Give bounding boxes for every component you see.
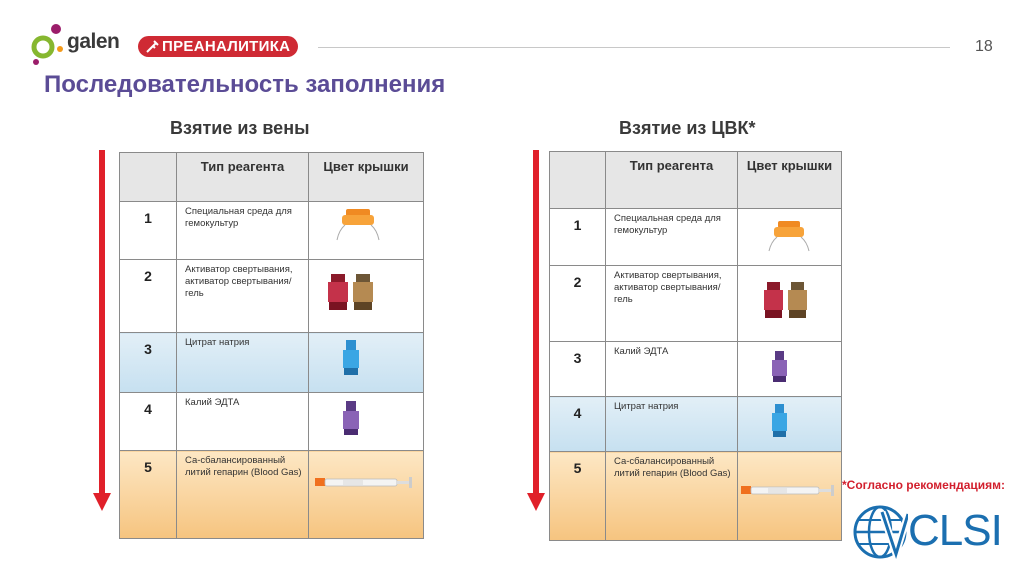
syringe-icon [144, 39, 160, 55]
citrate-cap-icon [309, 333, 424, 387]
cap-header: Цвет крышки [309, 153, 424, 202]
clot-activator-caps-icon [738, 266, 842, 336]
citrate-cap-icon [738, 397, 842, 446]
order-arrow-left [93, 150, 111, 512]
cap-cell [738, 266, 842, 342]
preanalytics-badge-text: ПРЕАНАЛИТИКА [162, 38, 291, 55]
reagent-cell: Калий ЭДТА [177, 393, 309, 451]
cap-header: Цвет крышки [738, 152, 842, 209]
cap-cell [309, 260, 424, 333]
reagent-cell: Цитрат натрия [177, 333, 309, 393]
page-number: 18 [975, 38, 993, 55]
clsi-logo-text: CLSI [908, 506, 1002, 555]
row-number: 3 [120, 333, 177, 393]
galen-logo-text: galen [67, 30, 120, 53]
preanalytics-badge [138, 36, 298, 57]
reagent-cell: Активатор свертывания, активатор свертывания/гель [177, 260, 309, 333]
reagent-cell: Са-сбалансированный литий гепарин (Blood Gas) [177, 451, 309, 539]
blood-gas-syringe-icon [738, 452, 842, 535]
cap-cell [309, 451, 424, 539]
row-number: 4 [550, 397, 606, 452]
order-arrow-right [527, 150, 545, 512]
globe-icon [852, 504, 908, 560]
edta-cap-icon [309, 393, 424, 445]
culture-bottle-cap-icon [309, 202, 424, 254]
row-number: 1 [120, 202, 177, 260]
cvc-heading: Взятие из ЦВК* [619, 118, 756, 138]
row-number: 3 [550, 342, 606, 397]
cvc-order-table [549, 151, 842, 541]
vein-order-table [119, 152, 424, 539]
row-number: 1 [550, 209, 606, 266]
cap-cell [738, 342, 842, 397]
cap-cell [738, 452, 842, 541]
culture-bottle-cap-icon [738, 209, 842, 260]
cap-cell [738, 209, 842, 266]
header-divider [318, 47, 950, 48]
cap-cell [738, 397, 842, 452]
clot-activator-caps-icon [309, 260, 424, 327]
reagent-cell: Активатор свертывания, активатор свертывания/гель [606, 266, 738, 342]
reagent-header: Тип реагента [177, 153, 309, 202]
vein-heading: Взятие из вены [170, 118, 310, 138]
table-corner-cell [550, 152, 606, 209]
edta-cap-icon [738, 342, 842, 391]
reagent-cell: Са-сбалансированный литий гепарин (Blood Gas) [606, 452, 738, 541]
row-number: 2 [550, 266, 606, 342]
row-number: 2 [120, 260, 177, 333]
row-number: 5 [120, 451, 177, 539]
page-title: Последовательность заполнения [44, 71, 446, 98]
cap-cell [309, 202, 424, 260]
blood-gas-syringe-icon [309, 451, 424, 533]
reagent-cell: Специальная среда для гемокультур [606, 209, 738, 266]
reagent-cell: Цитрат натрия [606, 397, 738, 452]
recommendation-note: *Согласно рекомендациям: [842, 478, 1005, 492]
cap-cell [309, 393, 424, 451]
cap-cell [309, 333, 424, 393]
row-number: 4 [120, 393, 177, 451]
row-number: 5 [550, 452, 606, 541]
table-corner-cell [120, 153, 177, 202]
reagent-cell: Калий ЭДТА [606, 342, 738, 397]
reagent-header: Тип реагента [606, 152, 738, 209]
reagent-cell: Специальная среда для гемокультур [177, 202, 309, 260]
